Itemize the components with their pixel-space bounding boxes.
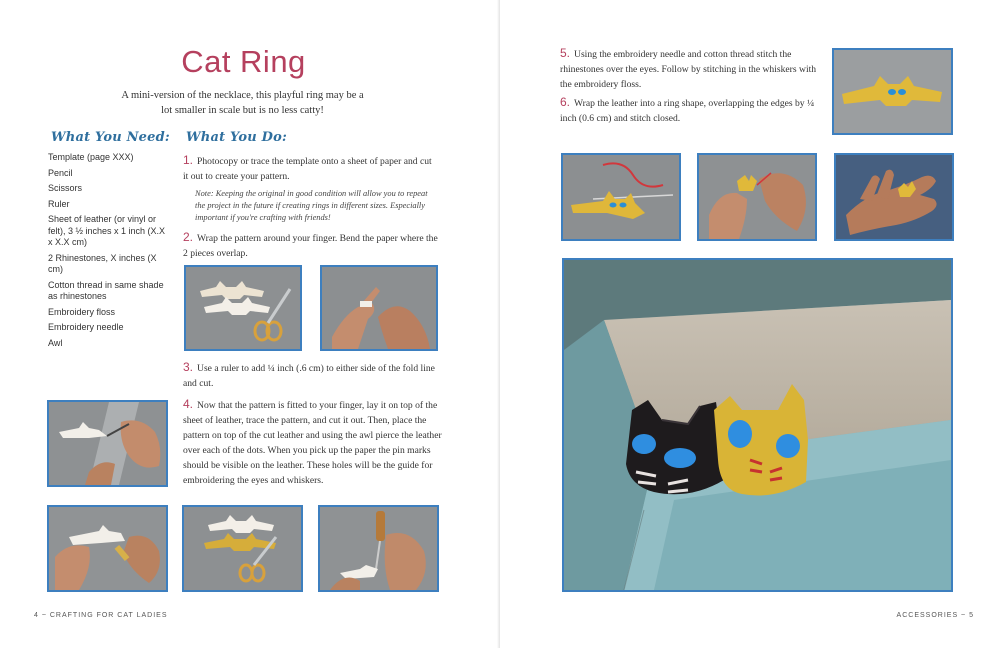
step-number: 3. bbox=[183, 360, 194, 374]
step-5 bbox=[560, 46, 822, 92]
photo-ring-on-hand bbox=[834, 153, 954, 241]
step-note: Note: Keeping the original in good condition will allow you to repeat the project in the future if creating rings in different sizes. Especially important if you're crafting with friends! bbox=[195, 189, 428, 222]
right-page bbox=[500, 0, 1000, 648]
what-you-need-heading: What You Need: bbox=[51, 130, 170, 145]
photo-awl-pierce bbox=[318, 505, 439, 592]
list-item: Embroidery floss bbox=[48, 306, 116, 317]
photo-finished-rings bbox=[562, 258, 953, 592]
photo-threaded-needle bbox=[561, 153, 681, 241]
list-item: Ruler bbox=[48, 198, 70, 209]
list-item: Scissors bbox=[48, 183, 83, 193]
list-item: Pencil bbox=[48, 167, 73, 178]
footer-right: ACCESSORIES ~ 5 bbox=[896, 612, 974, 619]
step-text: Using the embroidery needle and cotton thread stitch the rhinestones over the eyes. Follow by stitching in the whiskers with the embroidery floss. bbox=[560, 49, 817, 90]
step-text: Use a ruler to add ¼ inch (.6 cm) to either side of the fold line and cut. bbox=[183, 363, 435, 389]
photo-wrap-finger bbox=[320, 265, 438, 351]
photo-yellow-cat-band bbox=[832, 48, 953, 135]
step-number: 4. bbox=[183, 397, 194, 411]
step-number: 5. bbox=[560, 46, 571, 60]
step-text: Wrap the leather into a ring shape, overlapping the edges by ¼ inch (0.6 cm) and stitch closed. bbox=[560, 98, 815, 124]
step-3 bbox=[183, 360, 438, 391]
photo-ruler-measure bbox=[47, 400, 168, 487]
photo-stitching-rhinestones bbox=[697, 153, 817, 241]
what-you-do-heading: What You Do: bbox=[186, 130, 287, 145]
step-text: Now that the pattern is fitted to your finger, lay it on top of the sheet of leather, trace the pattern, and cut it out. Then, place the pattern on top of the cut leather and using the awl pierce the leather over each of the dots. When you pick up the paper the pin marks should be visible on the leather. These holes will be the guide for embroidering the eyes and whiskers. bbox=[183, 400, 442, 486]
materials-list bbox=[48, 152, 170, 353]
step-4 bbox=[183, 397, 443, 488]
list-item: Template (page XXX) bbox=[48, 152, 134, 162]
list-item: 2 Rhinestones, X inches (X cm) bbox=[48, 252, 157, 274]
step-2 bbox=[183, 230, 438, 261]
intro-text: A mini-version of the necklace, this playful ring may be a lot smaller in scale but is no less catty! bbox=[121, 90, 364, 116]
photo-pattern-and-scissors bbox=[184, 265, 302, 351]
step-text: Photocopy or trace the template onto a sheet of paper and cut it out to create your pattern. bbox=[183, 156, 432, 182]
photo-trace-pattern bbox=[47, 505, 168, 592]
step-1 bbox=[183, 153, 438, 184]
step-number: 6. bbox=[560, 95, 571, 109]
photo-cut-leather bbox=[182, 505, 303, 592]
step-number: 1. bbox=[183, 153, 194, 167]
list-item: Awl bbox=[48, 337, 63, 348]
step-text: Wrap the pattern around your finger. Bend the paper where the 2 pieces overlap. bbox=[183, 233, 438, 259]
page-title: Cat Ring bbox=[181, 44, 306, 79]
footer-left: 4 ~ CRAFTING FOR CAT LADIES bbox=[34, 612, 168, 619]
list-item: Sheet of leather (or vinyl or felt), 3 ½ inches x 1 inch (X.X x X.X cm) bbox=[48, 214, 166, 247]
list-item: Cotton thread in same shade as rhinestones bbox=[48, 279, 164, 301]
step-number: 2. bbox=[183, 230, 194, 244]
list-item: Embroidery needle bbox=[48, 322, 124, 332]
step-6 bbox=[560, 95, 822, 126]
